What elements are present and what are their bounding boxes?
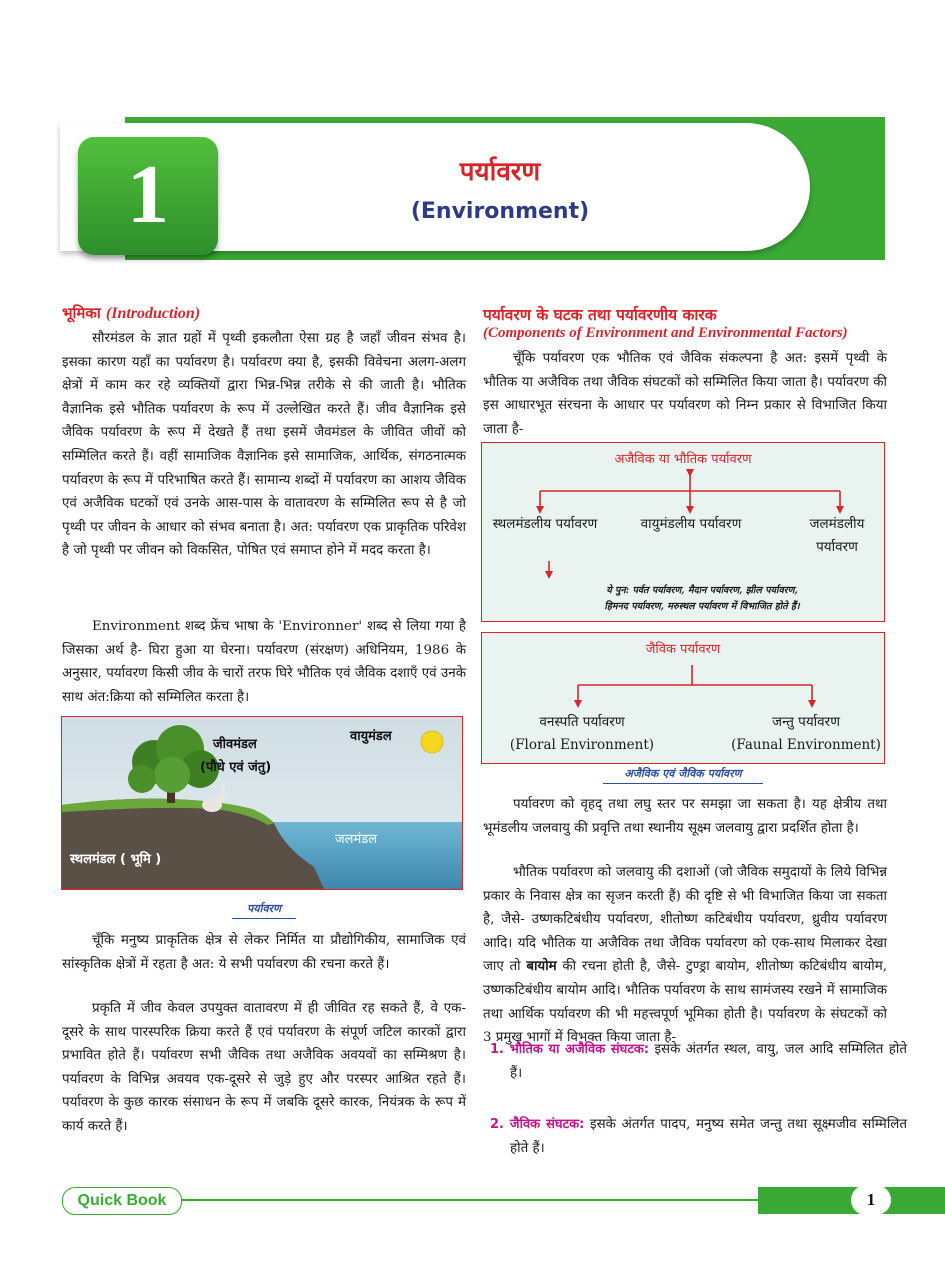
biosphere-sublabel: (पौधे एवं जंतु) (200, 760, 272, 775)
climate-text-a: भौतिक पर्यावरण को जलवायु की दशाओं (जो जैविक समुदायों के लिये विभिन्न प्रकार के निवास क्षेत्र का सृजन करती हैं) की दृष्टि से भी विभाजित किया जा सकता है, जैसे- उष्णकटिबंधीय पर्यावरण, शीतोष्ण कटिबंधीय पर्यावरण, ध्रुवीय पर्यावरण आदि। यदि भौतिक या अजैविक तथा जैविक पर्यावरण को एक-साथ मिलाकर देखा जाए तो (483, 865, 887, 975)
environment-illustration (61, 716, 463, 890)
section-subheading-components: (Components of Environment and Environmental Factors) (483, 325, 848, 341)
nature-paragraph: प्रकृति में जीव केवल उपयुक्त वातावरण में ही जीवित रह सकते हैं, वे एक-दूसरे के साथ पारस्परिक क्रिया करते हैं एवं पर्यावरण के संपूर्ण जटिल कारकों द्वारा प्रभावित होते हैं। पर्यावरण सभी जैविक तथा अजैविक अवयवों का सम्मिश्रण है। पर्यावरण के विभिन्न अवयव एक-दूसरे से जुड़े हुए और परस्पर आश्रित रहते हैं। पर्यावरण के कुछ कारक संसाधन के रूप में जबकि दूसरे कारक, नियंत्रक के रूप में कार्य करते हैं। (62, 1001, 466, 1134)
branch-hydrospheric: जलमंडलीय पर्यावरण (809, 516, 865, 555)
biotic-title: जैविक पर्यावरण (645, 642, 721, 657)
chapter-title-hindi: पर्यावरण (459, 157, 541, 187)
climate-text-b: की रचना होती है, जैसे- टुण्ड्रा बायोम, शीतोष्ण कटिबंधीय बायोम, उष्णकटिबंधीय बायोम आदि। भौतिक पर्यावरण के साथ सामंजस्य रखने में सामाजिक तथा आर्थिक पर्यावरण की भी महत्त्वपूर्ण भूमिका होती है। पर्यावरण के संघटकों को 3 प्रमुख भागों में विभक्त किया जाता है- (483, 959, 888, 1046)
list-item (490, 1038, 907, 1085)
climate-paragraph (483, 861, 887, 1050)
floral-environment (502, 711, 662, 757)
lithosphere-label: स्थलमंडल ( भूमि ) (70, 852, 162, 867)
faunal-environment (728, 711, 884, 757)
biome-term: बायोम (526, 958, 557, 975)
floral-english: (Floral Environment) (509, 737, 655, 753)
heading-hindi: भूमिका (62, 304, 101, 322)
faunal-hindi: जन्तु पर्यावरण (772, 714, 840, 730)
list-item-label: 2. जैविक संघटक: (490, 1117, 585, 1132)
section-heading-components: पर्यावरण के घटक तथा पर्यावरणीय कारक (483, 306, 717, 324)
list-item (490, 1113, 907, 1160)
chapter-title-english: (Environment) (410, 199, 590, 224)
section-heading-introduction (62, 303, 200, 323)
list-item-text: इसके अंतर्गत पादप, मनुष्य समेत जन्तु तथा सूक्ष्मजीव सम्मिलित होते हैं। (510, 1117, 907, 1156)
abiotic-environment-diagram (481, 442, 885, 622)
scale-paragraph: पर्यावरण को वृहद् तथा लघु स्तर पर समझा जा सकता है। यह क्षेत्रीय तथा भूमंडलीय जलवायु की प्रवृत्ति तथा स्थानीय सूक्ष्म जलवायु द्वारा प्रदर्शित होता है। (483, 797, 887, 836)
page-number: 1 (851, 1185, 891, 1215)
abiotic-note (542, 583, 862, 615)
society-paragraph: चूँकि मनुष्य प्राकृतिक क्षेत्र से लेकर निर्मित या प्रौद्योगिकीय, सामाजिक एवं सांस्कृतिक क्षेत्रों में रहता है अत: ये सभी पर्यावरण की रचना करते हैं। (62, 933, 466, 972)
components-paragraph: चूँकि पर्यावरण एक भौतिक एवं जैविक संकल्पना है अत: इसमें पृथ्वी के भौतिक या अजैविक तथा जैविक संघटकों को सम्मिलित किया जाता है। पर्यावरण की इस आधारभूत संरचना के आधार पर पर्यावरण को निम्न प्रकार से विभाजित किया जाता है- (483, 351, 887, 437)
atmosphere-label: वायुमंडल (350, 729, 392, 744)
abiotic-title: अजैविक या भौतिक पर्यावरण (614, 452, 752, 467)
branch-lithospheric: स्थलमंडलीय पर्यावरण (492, 516, 598, 532)
illustration-svg (62, 717, 462, 889)
list-item-label: 1. भौतिक या अजैविक संघटक: (490, 1042, 650, 1057)
faunal-english: (Faunal Environment) (731, 737, 881, 753)
diagram-caption: अजैविक एवं जैविक पर्यावरण (603, 766, 763, 784)
figure-caption: पर्यावरण (232, 901, 296, 919)
abiotic-note-line-1: ये पुन: पर्वत पर्यावरण, मैदान पर्यावरण, झील पर्यावरण, (606, 585, 798, 596)
biotic-environment-diagram (481, 632, 885, 764)
footer-book-name: Quick Book (62, 1187, 182, 1215)
intro-paragraph: सौरमंडल के ज्ञात ग्रहों में पृथ्वी इकलौता ऐसा ग्रह है जहाँ जीवन संभव है। इसका कारण यहाँ का पर्यावरण है। पर्यावरण क्या है, इसकी विवेचना अलग-अलग क्षेत्रों में काम कर रहे व्यक्तियों द्वारा भिन्न-भिन्न तरीके से की जाती है। भौतिक वैज्ञानिक इसे भौतिक पर्यावरण के रूप में उल्लेखित करते हैं। जीव वैज्ञानिक इसे जैविक पर्यावरण के रूप में देखते हैं तथा इसमें जैवमंडल के जीवित जीवों को सम्मिलित करते हैं। वहीं सामाजिक वैज्ञानिक इसे सामाजिक, आर्थिक, संगठनात्मक पर्यावरण के रूप में परिभाषित करते हैं। सामान्य शब्दों में पर्यावरण का आशय जैविक एवं अजैविक घटकों एवं उनके आस-पास के वातावरण के सम्मिलित रूप से है जो पृथ्वी पर जीवन के आधार को संभव बनाता है। अत: पर्यावरण एक प्राकृतिक परिवेश है जो पृथ्वी पर जीवन को विकसित, पोषित एवं समाप्त होने में मदद करता है। (62, 331, 466, 559)
abiotic-note-line-2: हिमनद पर्यावरण, मरुस्थल पर्यावरण में विभाजित होते हैं। (604, 601, 800, 612)
list-item-text: इसके अंतर्गत स्थल, वायु, जल आदि सम्मिलित होते हैं। (510, 1042, 907, 1081)
branch-atmospheric: वायुमंडलीय पर्यावरण (640, 516, 742, 532)
sun-icon (421, 731, 443, 753)
hydrosphere-label: जलमंडल (335, 832, 378, 847)
floral-hindi: वनस्पति पर्यावरण (539, 714, 625, 730)
chapter-number-badge: 1 (78, 137, 218, 255)
environment-definition-paragraph: Environment शब्द फ्रेंच भाषा के 'Environner' शब्द से लिया गया है जिसका अर्थ है- घिरा हुआ या घेरना। पर्यावरण (संरक्षण) अधिनियम, 1986 के अनुसार, पर्यावरण किसी जीव के चारों तरफ घिरे भौतिक एवं जैविक दशाएँ एवं उनके साथ अंत:क्रिया को सम्मिलित करता है। (62, 619, 466, 705)
heading-english: (Introduction) (105, 305, 201, 322)
biosphere-label: जीवमंडल (213, 737, 257, 752)
